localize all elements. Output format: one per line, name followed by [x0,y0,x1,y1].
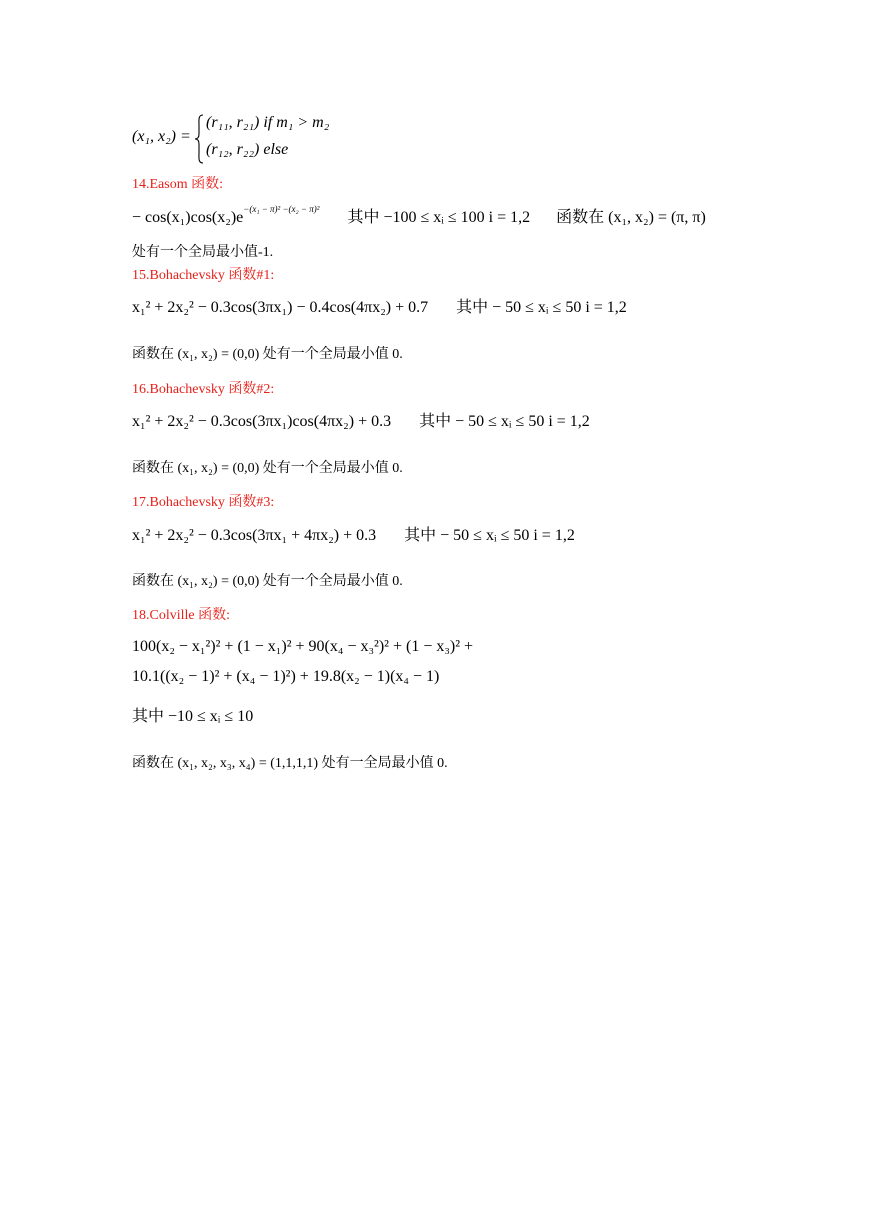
formula-easom [132,203,706,228]
piecewise-case-1: (r₁₁, r₂₁) if m₁ > m₂ [206,114,330,131]
note-bohachevsky-2: 函数在 (x₁, x₂) = (0,0) 处有一个全局最小值 0. [132,461,403,476]
formula-easom-main: − cos(x₁)cos(x₂)e [132,209,244,226]
constraint-bohachevsky-3: 其中 − 50 ≤ xᵢ ≤ 50 i = 1,2 [404,527,575,544]
formula-bohachevsky-3-main: x₁² + 2x₂² − 0.3cos(3πx₁ + 4πx₂) + 0.3 [132,527,377,544]
constraint-colville: 其中 −10 ≤ xᵢ ≤ 10 [132,708,254,725]
note-colville: 函数在 (x₁, x₂, x₃, x₄) = (1,1,1,1) 处有一全局最小值 0. [132,756,448,771]
formula-colville-line-2: 10.1((x₂ − 1)² + (x₄ − 1)²) + 19.8(x₂ − 1)(x₄ − 1) [132,668,440,685]
section-heading-bohachevsky-3: 17.Bohachevsky 函数#3: [132,495,275,510]
section-heading-bohachevsky-1: 15.Bohachevsky 函数#1: [132,268,275,283]
formula-bohachevsky-2 [132,412,590,432]
constraint-bohachevsky-2: 其中 − 50 ≤ xᵢ ≤ 50 i = 1,2 [419,413,590,430]
formula-bohachevsky-1 [132,298,627,318]
formula-bohachevsky-3 [132,526,575,546]
piecewise-lhs: (x₁, x₂) = [132,128,191,145]
section-heading-easom: 14.Easom 函数: [132,177,223,192]
section-heading-colville: 18.Colville 函数: [132,608,230,623]
constraint-bohachevsky-1: 其中 − 50 ≤ xᵢ ≤ 50 i = 1,2 [456,299,627,316]
note-bohachevsky-1: 函数在 (x₁, x₂) = (0,0) 处有一个全局最小值 0. [132,347,403,362]
constraint-easom: 其中 −100 ≤ xᵢ ≤ 100 i = 1,2 [347,209,531,226]
formula-easom-exponent: −(x₁ − π)² −(x₂ − π)² [243,203,320,214]
left-brace-icon [194,114,204,164]
formula-colville-line-1: 100(x₂ − x₁²)² + (1 − x₁)² + 90(x₄ − x₃²)² + (1 − x₃)² + [132,638,474,655]
note-easom: 处有一个全局最小值-1. [132,245,274,260]
formula-bohachevsky-2-main: x₁² + 2x₂² − 0.3cos(3πx₁)cos(4πx₂) + 0.3 [132,413,392,430]
section-heading-bohachevsky-2: 16.Bohachevsky 函数#2: [132,382,275,397]
formula-bohachevsky-1-main: x₁² + 2x₂² − 0.3cos(3πx₁) − 0.4cos(4πx₂) + 0.7 [132,299,429,316]
note-inline-easom: 函数在 (x₁, x₂) = (π, π) [556,209,706,226]
note-bohachevsky-3: 函数在 (x₁, x₂) = (0,0) 处有一个全局最小值 0. [132,574,403,589]
piecewise-case-2: (r₁₂, r₂₂) else [206,141,289,158]
